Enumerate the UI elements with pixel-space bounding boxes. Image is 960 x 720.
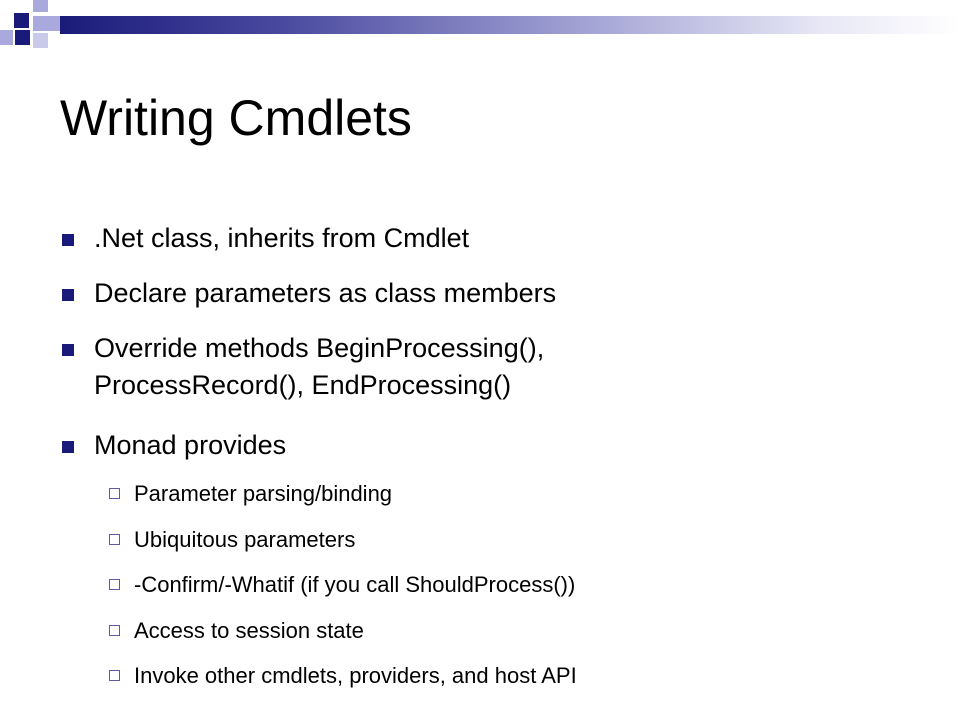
bullet-item bbox=[94, 330, 744, 404]
hollow-square-icon bbox=[109, 534, 120, 545]
decor-square-navy-2 bbox=[15, 30, 30, 45]
decor-square-navy-1 bbox=[14, 13, 29, 28]
bullet-text: Monad provides bbox=[94, 430, 287, 460]
sub-bullet-text: Invoke other cmdlets, providers, and host API bbox=[134, 663, 577, 688]
sub-bullet-text: Access to session state bbox=[134, 618, 364, 643]
decor-square-lavender-4 bbox=[45, 16, 60, 31]
slide-title: Writing Cmdlets bbox=[60, 90, 412, 146]
sub-bullet-text: Ubiquitous parameters bbox=[134, 527, 356, 552]
bullet-item bbox=[94, 220, 914, 257]
decor-square-light-1 bbox=[33, 33, 48, 48]
sub-bullet-text: -Confirm/-Whatif (if you call ShouldProcess()) bbox=[134, 572, 576, 597]
sub-bullet-item bbox=[134, 616, 934, 646]
bullet-item bbox=[94, 427, 914, 464]
decor-square-lavender-2 bbox=[0, 30, 13, 45]
bullet-item bbox=[94, 275, 914, 312]
sub-bullet-text: Parameter parsing/binding bbox=[134, 481, 393, 506]
sub-bullet-item bbox=[134, 661, 934, 691]
bullet-text: Override methods BeginProcessing(), ProcessRecord(), EndProcessing() bbox=[94, 333, 545, 400]
filled-square-icon bbox=[62, 289, 74, 301]
hollow-square-icon bbox=[109, 579, 120, 590]
hollow-square-icon bbox=[109, 625, 120, 636]
filled-square-icon bbox=[62, 441, 74, 453]
decor-square-lavender-1 bbox=[33, 0, 48, 12]
filled-square-icon bbox=[62, 344, 74, 356]
sub-bullet-item bbox=[134, 570, 934, 600]
bullet-text: Declare parameters as class members bbox=[94, 278, 557, 308]
sub-bullet-item bbox=[134, 479, 934, 509]
filled-square-icon bbox=[62, 234, 74, 246]
hollow-square-icon bbox=[109, 488, 120, 499]
header-gradient-band bbox=[60, 16, 960, 34]
sub-bullet-item bbox=[134, 525, 934, 555]
bullet-text: .Net class, inherits from Cmdlet bbox=[94, 223, 470, 253]
hollow-square-icon bbox=[109, 670, 120, 681]
